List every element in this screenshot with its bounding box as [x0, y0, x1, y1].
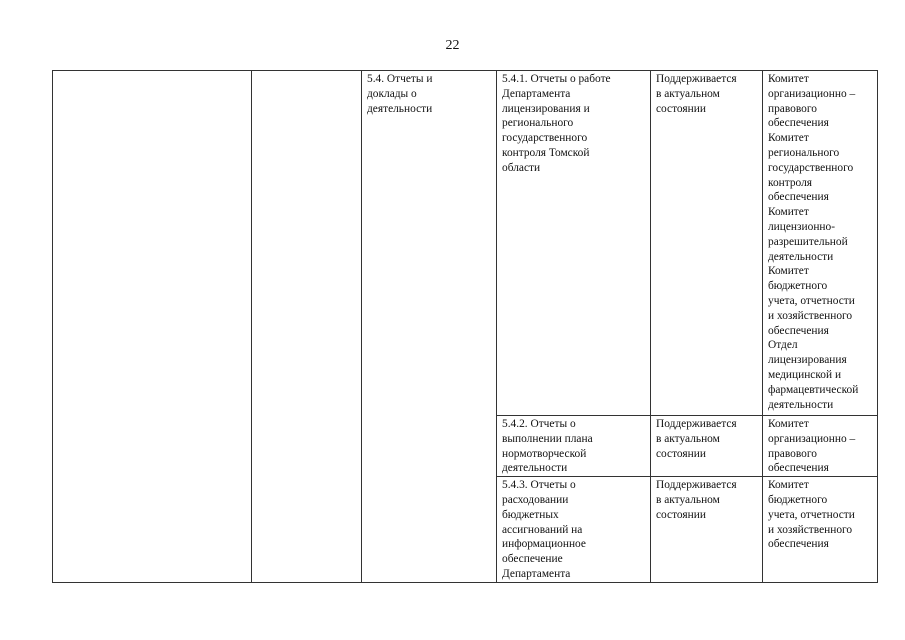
- text-line: государственного: [502, 132, 588, 145]
- status-cell: [651, 71, 763, 416]
- text-line: информационное: [502, 538, 586, 551]
- text-line: ассигнований на: [502, 523, 583, 536]
- text-line: обеспечения: [768, 462, 829, 475]
- text-line: в актуальном: [656, 87, 720, 100]
- text-line: Комитет: [768, 132, 809, 145]
- text-line: государственного: [768, 161, 854, 174]
- text-line: доклады о: [367, 87, 417, 100]
- text-line: 5.4.3. Отчеты о: [502, 479, 576, 492]
- text-line: Комитет: [768, 73, 809, 85]
- text-line: организационно –: [768, 432, 856, 445]
- text-line: Комитет: [768, 265, 809, 278]
- text-line: учета, отчетности: [768, 508, 855, 521]
- text-line: обеспечения: [768, 117, 829, 130]
- text-line: бюджетного: [768, 493, 828, 506]
- text-line: регионального: [502, 117, 574, 130]
- page-number: 22: [445, 38, 460, 53]
- responsible-text: [768, 478, 874, 552]
- text-line: бюджетных: [502, 508, 559, 521]
- text-line: организационно –: [768, 87, 856, 100]
- text-line: состоянии: [656, 102, 706, 115]
- text-line: деятельности: [502, 462, 568, 475]
- item-cell: [497, 477, 651, 583]
- text-line: Комитет: [768, 418, 809, 430]
- text-line: правового: [768, 447, 817, 460]
- text-line: 5.4. Отчеты и: [367, 73, 433, 85]
- text-line: области: [502, 161, 541, 174]
- responsible-text: [768, 417, 874, 476]
- text-line: бюджетного: [768, 280, 828, 293]
- responsible-cell: [763, 71, 878, 416]
- item-cell: [497, 71, 651, 416]
- text-line: контроля: [768, 176, 813, 189]
- section-title: [367, 72, 493, 116]
- text-line: и хозяйственного: [768, 523, 853, 536]
- text-line: нормотворческой: [502, 447, 587, 460]
- text-line: Отдел: [768, 339, 798, 352]
- section-cell: [362, 71, 497, 583]
- text-line: 5.4.1. Отчеты о работе: [502, 73, 611, 85]
- text-line: деятельности: [768, 398, 834, 411]
- text-line: разрешительной: [768, 235, 848, 248]
- status-cell: [651, 416, 763, 477]
- status-text: [656, 478, 759, 522]
- text-line: фармацевтической: [768, 383, 859, 396]
- empty-cell-2: [252, 71, 362, 583]
- status-text: [656, 417, 759, 461]
- text-line: состоянии: [656, 447, 706, 460]
- text-line: состоянии: [656, 508, 706, 521]
- responsible-cell: [763, 416, 878, 477]
- text-line: обеспечения: [768, 538, 829, 551]
- text-line: деятельности: [768, 250, 834, 263]
- text-line: Департамента: [502, 567, 571, 580]
- responsible-cell: [763, 477, 878, 583]
- status-cell: [651, 477, 763, 583]
- text-line: лицензирования: [768, 354, 847, 367]
- text-line: обеспечения: [768, 324, 829, 337]
- text-line: Комитет: [768, 206, 809, 219]
- document-table: [52, 70, 878, 583]
- text-line: медицинской и: [768, 368, 842, 381]
- table-row: [53, 71, 878, 416]
- text-line: в актуальном: [656, 432, 720, 445]
- text-line: расходовании: [502, 493, 569, 506]
- text-line: деятельности: [367, 102, 433, 115]
- text-line: Поддерживается: [656, 418, 737, 430]
- responsible-text: [768, 72, 874, 412]
- text-line: учета, отчетности: [768, 294, 855, 307]
- text-line: лицензирования и: [502, 102, 590, 115]
- text-line: в актуальном: [656, 493, 720, 506]
- text-line: обеспечения: [768, 191, 829, 204]
- text-line: контроля Томской: [502, 146, 590, 159]
- empty-cell-1: [53, 71, 252, 583]
- text-line: Департамента: [502, 87, 571, 100]
- text-line: регионального: [768, 146, 840, 159]
- text-line: обеспечение: [502, 553, 563, 566]
- text-line: Поддерживается: [656, 479, 737, 492]
- item-title: [502, 417, 647, 476]
- text-line: выполнении плана: [502, 432, 593, 445]
- text-line: правового: [768, 102, 817, 115]
- text-line: Комитет: [768, 479, 809, 492]
- text-line: лицензионно-: [768, 220, 835, 233]
- item-title: [502, 478, 647, 582]
- status-text: [656, 72, 759, 116]
- text-line: 5.4.2. Отчеты о: [502, 418, 576, 430]
- item-cell: [497, 416, 651, 477]
- item-title: [502, 72, 647, 176]
- text-line: Поддерживается: [656, 73, 737, 85]
- text-line: и хозяйственного: [768, 309, 853, 322]
